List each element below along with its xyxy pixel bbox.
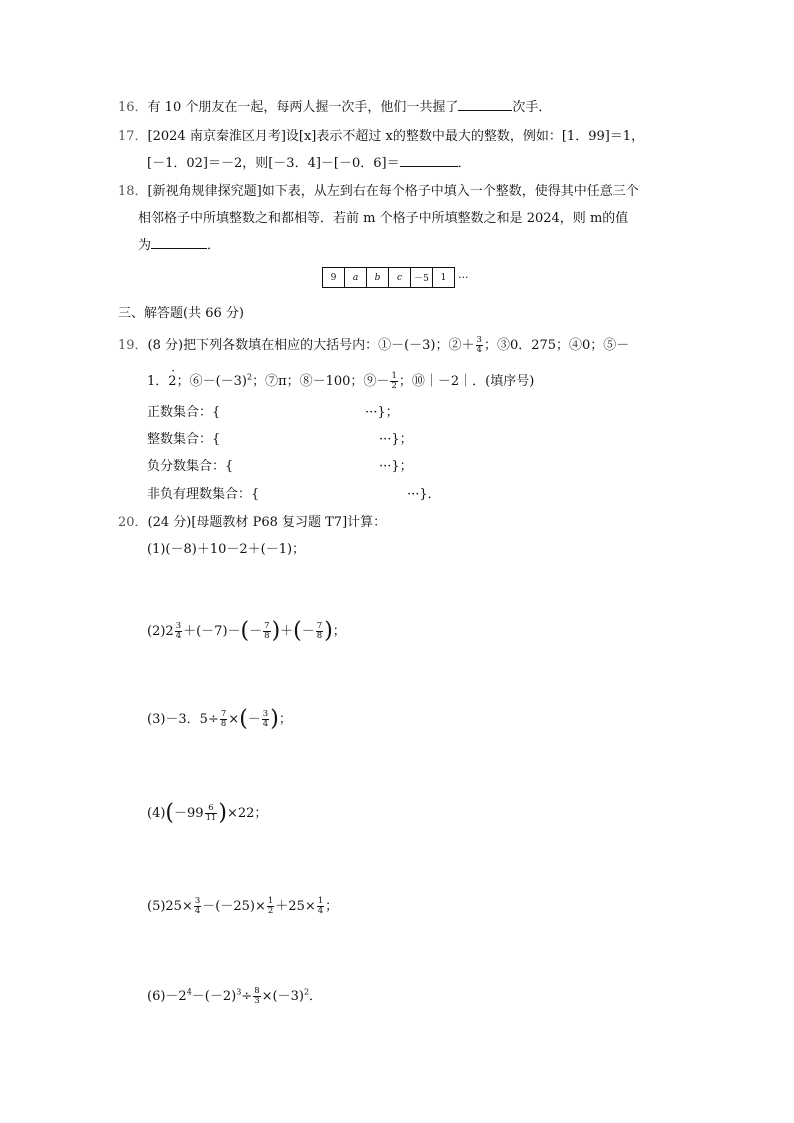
set-negative-fraction	[147, 455, 233, 474]
question-text: [2024 南京秦淮区月考]设[x]表示不超过 x的整数中最大的整数，例如：[1．99]＝1，	[147, 129, 645, 144]
fraction	[316, 622, 323, 641]
fraction	[263, 622, 270, 641]
right-paren: )	[270, 706, 279, 732]
question-19-line1	[118, 334, 629, 355]
set-integer	[147, 428, 220, 447]
problem-label: (4)	[147, 806, 166, 821]
problem-label: (2)2	[147, 624, 174, 639]
question-number: 17．	[118, 129, 148, 144]
fraction-denominator: 8	[220, 719, 227, 729]
table-cell: a	[345, 268, 367, 288]
question-text: [新视角规律探究题]如下表，从左到右在每个格子中填入一个整数，使得其中任意三个	[147, 184, 639, 199]
fraction-denominator: 11	[205, 813, 217, 823]
expression-end: ×22；	[226, 806, 268, 821]
expression-end: ．	[309, 989, 323, 1004]
expression-text: ＋	[280, 624, 294, 639]
question-17-line1	[118, 125, 644, 144]
table-cell: c	[389, 268, 411, 288]
question-19-line2	[147, 370, 534, 391]
question-16	[118, 96, 551, 115]
problem-5	[147, 895, 338, 916]
fraction-numerator: 7	[316, 621, 323, 631]
fraction-denominator: 8	[264, 631, 270, 641]
section-title: 三、解答题(共 66 分)	[118, 306, 244, 321]
question-text: 1．	[147, 374, 169, 389]
question-18-line2	[138, 207, 628, 226]
expression-text: ×	[228, 712, 240, 727]
fraction-denominator: 3	[254, 996, 260, 1006]
question-number: 19．	[118, 338, 148, 353]
question-text: 相邻格子中所填整数之和都相等．若前 m 个格子中所填整数之和是 2024，则 m的值	[138, 211, 629, 226]
question-text: ；③0．275；④0；⑤－	[483, 338, 630, 353]
fraction-denominator: 4	[194, 906, 201, 916]
fraction	[390, 372, 397, 391]
expression-text: －(－25)×	[202, 899, 266, 914]
fraction	[317, 897, 324, 916]
set-label: 非负有理数集合：{	[147, 487, 260, 502]
fraction	[220, 710, 227, 729]
question-text: ；⑩｜－2｜．(填序号)	[398, 374, 535, 389]
question-text-end: ．	[207, 238, 221, 253]
left-paren: (	[165, 800, 175, 826]
fraction	[175, 622, 182, 641]
question-20-title	[118, 511, 386, 530]
left-paren: (	[239, 706, 248, 732]
question-text: (8 分)把下列各数填在相应的大括号内：①－(－3)；②＋	[147, 338, 475, 353]
problem-6	[147, 985, 322, 1006]
fraction-numerator: 1	[267, 896, 274, 906]
expression-text: ＋25×	[275, 899, 316, 914]
question-text-end: 次手．	[512, 100, 552, 115]
fraction-numerator: 1	[391, 371, 397, 381]
fraction	[262, 710, 269, 729]
fraction	[253, 987, 260, 1006]
fraction-denominator: 4	[317, 906, 324, 916]
sequence-table	[322, 267, 469, 288]
fraction-numerator: 3	[194, 896, 201, 906]
problem-3	[147, 706, 292, 732]
exponent: 2	[303, 987, 310, 997]
set-positive-end: ···}；	[365, 405, 399, 420]
question-text: ；⑦π；⑧－100；⑨－	[252, 374, 390, 389]
table-cell: b	[367, 268, 389, 288]
question-number: 16．	[118, 100, 148, 115]
set-negative-fraction-end: ···}；	[379, 459, 413, 474]
repeating-digit: · 2	[168, 374, 176, 389]
left-paren: (	[240, 618, 250, 644]
fraction	[476, 336, 483, 355]
fraction-numerator: 8	[254, 986, 260, 996]
question-text-end: ．	[457, 156, 471, 171]
question-text: [－1．02]＝－2，则[－3．4]－[－0．6]＝	[147, 156, 400, 171]
set-label: 正数集合：{	[147, 405, 221, 420]
fraction-denominator: 2	[391, 381, 397, 391]
answer-blank[interactable]	[151, 236, 207, 249]
right-paren: )	[218, 800, 227, 826]
answer-blank[interactable]	[458, 98, 512, 111]
question-number: 18．	[118, 184, 148, 199]
set-label: 负分数集合：{	[147, 459, 234, 474]
expression-end: ；	[325, 899, 339, 914]
set-nonnegative-rational-end: ···}．	[407, 487, 441, 502]
question-17-line2	[147, 152, 471, 171]
question-text: 有 10 个朋友在一起，每两人握一次手，他们一共握了	[147, 100, 459, 115]
minus-sign: －	[249, 624, 263, 639]
problem-label: (5)25×	[147, 899, 193, 914]
fraction-numerator: 3	[476, 335, 482, 345]
exponent: 2	[246, 372, 253, 382]
problem-1: (1)(－8)＋10－2＋(－1)；	[147, 542, 306, 557]
set-positive	[147, 401, 220, 420]
expression-text: ÷	[241, 989, 253, 1004]
problem-2	[147, 618, 346, 644]
exponent: 4	[186, 987, 192, 997]
question-text: 为	[138, 238, 152, 253]
right-paren: )	[324, 618, 333, 644]
problem-label: (6)－2	[147, 989, 187, 1004]
left-paren: (	[293, 618, 302, 644]
set-integer-end: ···}；	[379, 432, 413, 447]
question-text: (24 分)[母题教材 P68 复习题 T7]计算：	[147, 515, 387, 530]
fraction	[267, 897, 274, 916]
expression-text: ＋(－7)－	[183, 624, 241, 639]
table-cell: 1	[433, 268, 455, 288]
question-number: 20．	[118, 515, 148, 530]
fraction-denominator: 2	[267, 906, 274, 916]
mixed-whole: －99	[174, 806, 204, 821]
question-18-line1	[118, 180, 639, 199]
set-label: 整数集合：{	[147, 432, 221, 447]
expression-end: ；	[278, 712, 292, 727]
fraction-numerator: 1	[317, 896, 324, 906]
fraction-numerator: 3	[262, 709, 269, 719]
table-ellipsis: ···	[458, 271, 469, 284]
expression-text: ×(－3)	[261, 989, 304, 1004]
expression-end: ；	[332, 624, 346, 639]
fraction	[205, 804, 218, 823]
fraction-denominator: 8	[316, 631, 323, 641]
answer-blank[interactable]	[400, 154, 458, 167]
fraction-numerator: 7	[264, 621, 270, 631]
table-cell: 9	[323, 268, 345, 288]
fraction-numerator: 7	[220, 709, 227, 719]
fraction-denominator: 4	[476, 345, 482, 355]
fraction	[194, 897, 201, 916]
fraction-numerator: 6	[205, 804, 218, 814]
problem-label: (3)－3．5÷	[147, 712, 219, 727]
minus-sign: －	[301, 624, 315, 639]
problem-4	[147, 800, 268, 826]
right-paren: )	[271, 618, 281, 644]
exponent: 3	[236, 987, 242, 997]
expression-text: －(－2)	[191, 989, 237, 1004]
set-nonnegative-rational	[147, 483, 259, 502]
fraction-denominator: 4	[175, 631, 182, 641]
minus-sign: －	[247, 712, 261, 727]
question-text: ；⑥－(－3)	[176, 374, 247, 389]
table-cell: －5	[411, 268, 433, 288]
fraction-numerator: 3	[175, 621, 182, 631]
fraction-denominator: 4	[262, 719, 269, 729]
question-18-line3	[138, 234, 220, 253]
